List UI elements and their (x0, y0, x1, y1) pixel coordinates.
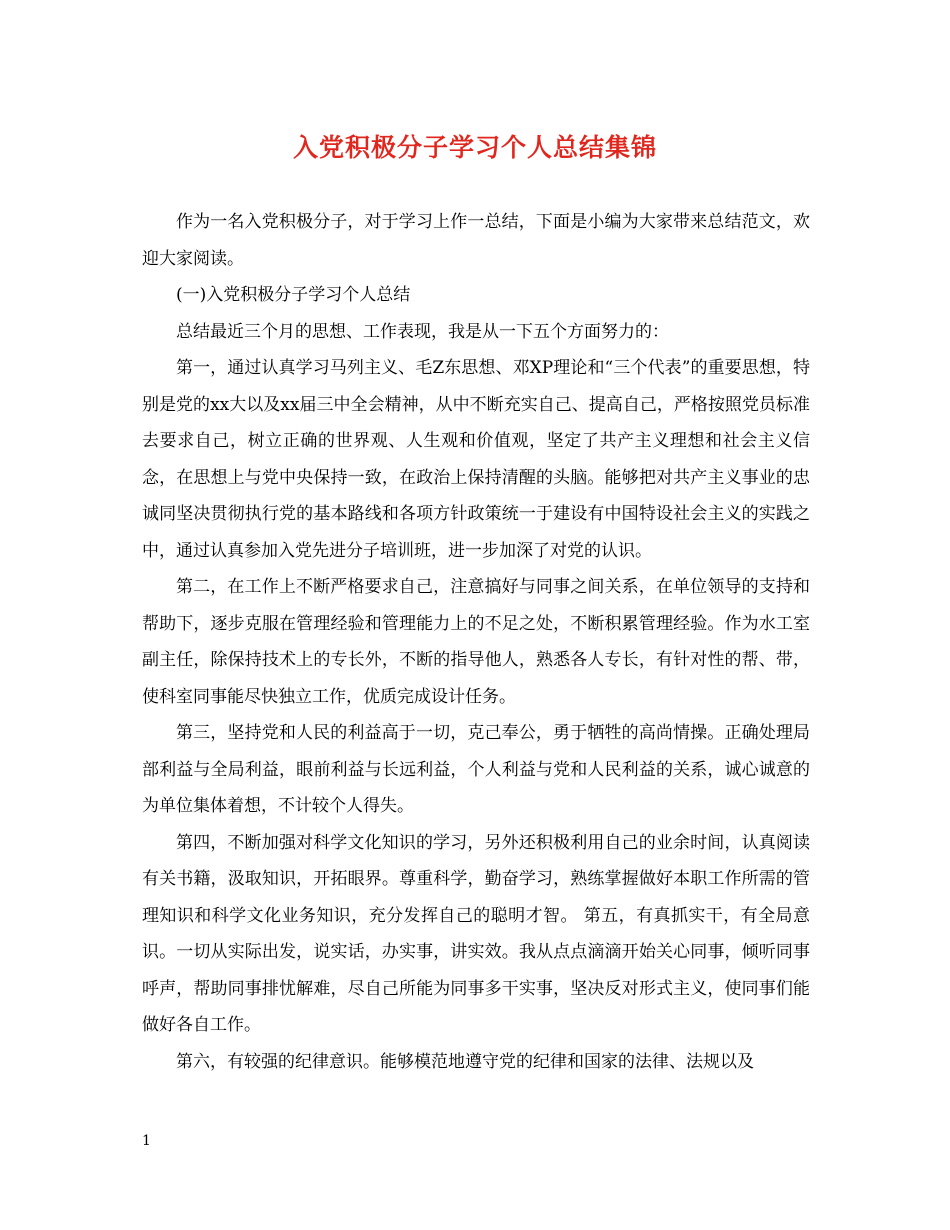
paragraph-first-point: 第一，通过认真学习马列主义、毛Z东思想、邓XP理论和“三个代表”的重要思想，特别是党的xx大以及xx届三中全会精神，从中不断充实自己、提高自己，严格按照党员标准去要求自己，树立正确的世界观、人生观和价值观，坚定了共产主义理想和社会主义信念，在思想上与党中央保持一致，在政治上保持清醒的头脑。能够把对共产主义事业的忠诚同坚决贯彻执行党的基本路线和各项方针政策统一于建设有中国特设社会主义的实践之中，通过认真参加入党先进分子培训班，进一步加深了对党的认识。 (142, 358, 810, 561)
paragraph-section-heading: (一)入党积极分子学习个人总结 (176, 285, 411, 305)
page-number: 1 (142, 1133, 151, 1149)
paragraph-sixth-point: 第六，有较强的纪律意识。能够模范地遵守党的纪律和国家的法律、法规以及 (176, 1051, 754, 1072)
document-body (142, 204, 810, 1080)
paragraph-summary-lead: 总结最近三个月的思想、工作表现，我是从一下五个方面努力的： (176, 321, 669, 342)
paragraph-third-point: 第三，坚持党和人民的利益高于一切，克己奉公，勇于牺牲的高尚情操。正确处理局部利益与全局利益，眼前利益与长远利益，个人利益与党和人民利益的关系，诚心诚意的为单位集体着想，不计较个人得失。 (142, 723, 810, 816)
paragraph-fourth-fifth-point: 第四，不断加强对科学文化知识的学习，另外还积极利用自己的业余时间，认真阅读有关书籍，汲取知识，开拓眼界。尊重科学，勤奋学习，熟练掌握做好本职工作所需的管理知识和科学文化业务知识，充分发挥自己的聪明才智。 第五，有真抓实干，有全局意识。一切从实际出发，说实话，办实事，讲实效。我从点点滴滴开始关心同事，倾听同事呼声，帮助同事排忧解难，尽自己所能为同事多干实事，坚决反对形式主义，使同事们能做好各自工作。 (142, 832, 810, 1035)
paragraph-intro: 作为一名入党积极分子，对于学习上作一总结，下面是小编为大家带来总结范文，欢迎大家阅读。 (142, 212, 810, 269)
paragraph-second-point: 第二，在工作上不断严格要求自己，注意搞好与同事之间关系，在单位领导的支持和帮助下，逐步克服在管理经验和管理能力上的不足之处，不断积累管理经验。作为水工室副主任，除保持技术上的专长外，不断的指导他人，熟悉各人专长，有针对性的帮、带，使科室同事能尽快独立工作，优质完成设计任务。 (142, 577, 810, 707)
document-title: 入党积极分子学习个人总结集锦 (292, 133, 657, 162)
